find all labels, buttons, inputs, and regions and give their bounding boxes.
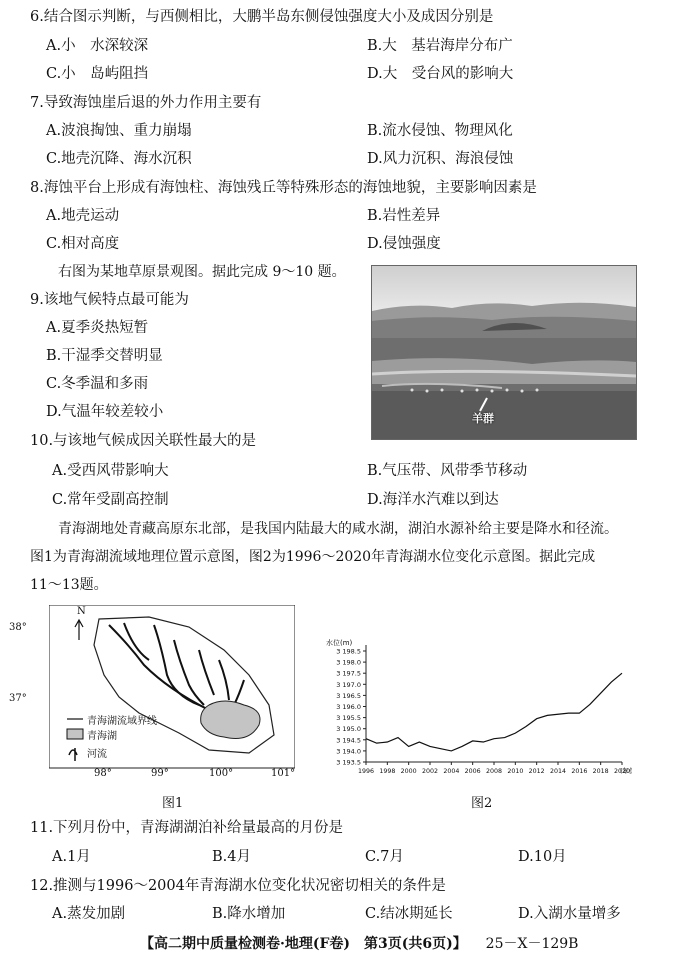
x-tick-label: 1998	[379, 768, 396, 775]
q7-stem: 7.导致海蚀崖后退的外力作用主要有	[30, 95, 262, 111]
y-tick-label: 3 193.5	[336, 758, 361, 767]
q6-stem: 6.结合图示判断，与西侧相比，大鹏半岛东侧侵蚀强度大小及成因分别是	[30, 9, 494, 25]
x-tick-label: 2016	[571, 768, 588, 775]
legend-river: 河流	[87, 749, 107, 760]
x-tick-label: 2012	[528, 768, 545, 775]
sheep-label: 羊群	[472, 412, 494, 425]
q6-option-a: A.小 水深较深	[46, 38, 149, 54]
x-tick-label: 2018	[592, 768, 609, 775]
legend-boundary: 青海湖流域界线	[87, 716, 157, 727]
x-tick-label: 2006	[464, 768, 481, 775]
water-level-line	[366, 673, 622, 751]
q11-option-d: D.10月	[518, 849, 567, 865]
q8-option-d: D.侵蚀强度	[367, 236, 441, 252]
north-label: N	[77, 606, 86, 617]
page-footer	[140, 933, 578, 953]
y-tick-label: 3 197.0	[336, 680, 361, 689]
y-tick-label: 3 196.0	[336, 703, 361, 711]
figure-2-caption: 图2	[471, 796, 493, 811]
y-tick-label: 3 195.5	[336, 714, 361, 723]
grassland-photo	[371, 265, 637, 440]
lat-label-37: 37°	[9, 693, 27, 704]
y-tick-label: 3 196.5	[336, 691, 361, 700]
q9-stem: 9.该地气候特点最可能为	[30, 292, 189, 308]
q11-option-c: C.7月	[365, 849, 404, 865]
q8-option-a: A.地壳运动	[46, 208, 120, 224]
x-tick-label: 2000	[400, 768, 417, 775]
q12-option-d: D.入湖水量增多	[518, 906, 621, 922]
x-tick-label: 2014	[549, 768, 567, 775]
figure-1-map	[9, 605, 296, 780]
lon-label-101: 101°	[271, 768, 296, 779]
footer-code: 25－X－129B	[485, 936, 579, 952]
y-tick-label: 3 194.5	[336, 736, 361, 745]
q8-option-b: B.岩性差异	[367, 208, 441, 224]
q11-option-a: A.1月	[52, 849, 91, 865]
water-level-chart	[322, 637, 632, 782]
y-tick-label: 3 198.5	[336, 647, 361, 656]
lon-label-98: 98°	[94, 768, 112, 779]
q11-option-b: B.4月	[212, 849, 251, 865]
x-tick-label: 2002	[421, 768, 439, 775]
q9-option-a: A.夏季炎热短暂	[46, 320, 149, 336]
qinghai-lake-map	[49, 605, 295, 780]
q10-option-c: C.常年受副高控制	[52, 492, 169, 508]
x-tick-label: 2004	[443, 768, 460, 775]
x-tick-label: 2008	[485, 768, 503, 775]
q7-option-b: B.流水侵蚀、物理风化	[367, 123, 513, 139]
q6-option-b: B.大 基岩海岸分布广	[367, 38, 513, 54]
y-tick-label: 3 195.0	[336, 725, 361, 734]
q6-option-c: C.小 岛屿阻挡	[46, 66, 149, 82]
x-axis-unit: (年份	[620, 768, 632, 775]
y-axis-label: 水位(m)	[326, 639, 353, 647]
q12-option-a: A.蒸发加剧	[52, 906, 126, 922]
q10-option-d: D.海洋水汽难以到达	[367, 492, 499, 508]
x-tick-label: 2010	[507, 768, 524, 775]
intro-11-13-line2: 图1为青海湖流域地理位置示意图，图2为1996～2020年青海湖水位变化示意图。据此完成	[30, 549, 596, 565]
grassland-illustration	[372, 266, 636, 439]
q10-option-a: A.受西风带影响大	[52, 463, 169, 479]
figure-2-chart	[322, 637, 632, 782]
q9-option-d: D.气温年较差较小	[46, 404, 164, 420]
x-tick-label: 1996	[357, 768, 375, 775]
q7-option-c: C.地壳沉降、海水沉积	[46, 151, 192, 167]
q10-option-b: B.气压带、风带季节移动	[367, 463, 528, 479]
figure-1-caption: 图1	[162, 796, 184, 811]
q12-option-b: B.降水增加	[212, 906, 286, 922]
y-tick-label: 3 194.0	[336, 747, 361, 756]
intro-11-13-line3: 11～13题。	[30, 577, 108, 593]
footer-title: 【高二期中质量检测卷·地理(F卷) 第3页(共6页)】	[140, 936, 467, 952]
q12-option-c: C.结冰期延长	[365, 906, 453, 922]
y-tick-label: 3 198.0	[336, 658, 361, 667]
lon-label-99: 99°	[151, 768, 169, 779]
legend-lake: 青海湖	[87, 731, 117, 742]
q11-stem: 11.下列月份中，青海湖湖泊补给量最高的月份是	[30, 820, 344, 836]
lat-label-38: 38°	[9, 622, 27, 633]
q9-option-c: C.冬季温和多雨	[46, 376, 149, 392]
x-tick-label: 2020	[613, 768, 631, 775]
y-tick-label: 3 197.5	[336, 669, 361, 678]
q9-option-b: B.干湿季交替明显	[46, 348, 163, 364]
q8-stem: 8.海蚀平台上形成有海蚀柱、海蚀残丘等特殊形态的海蚀地貌，主要影响因素是	[30, 180, 537, 196]
lon-label-100: 100°	[209, 768, 234, 779]
q7-option-d: D.风力沉积、海浪侵蚀	[367, 151, 514, 167]
q6-option-d: D.大 受台风的影响大	[367, 66, 514, 82]
q7-option-a: A.波浪掏蚀、重力崩塌	[46, 123, 192, 139]
intro-11-13-line1: 青海湖地处青藏高原东北部，是我国内陆最大的咸水湖，湖泊水源补给主要是降水和径流。	[58, 521, 618, 537]
intro-9-10: 右图为某地草原景观图。据此完成 9～10 题。	[58, 264, 346, 280]
q12-stem: 12.推测与1996～2004年青海湖水位变化状况密切相关的条件是	[30, 878, 446, 894]
q8-option-c: C.相对高度	[46, 236, 120, 252]
q10-stem: 10.与该地气候成因关联性最大的是	[30, 433, 257, 449]
